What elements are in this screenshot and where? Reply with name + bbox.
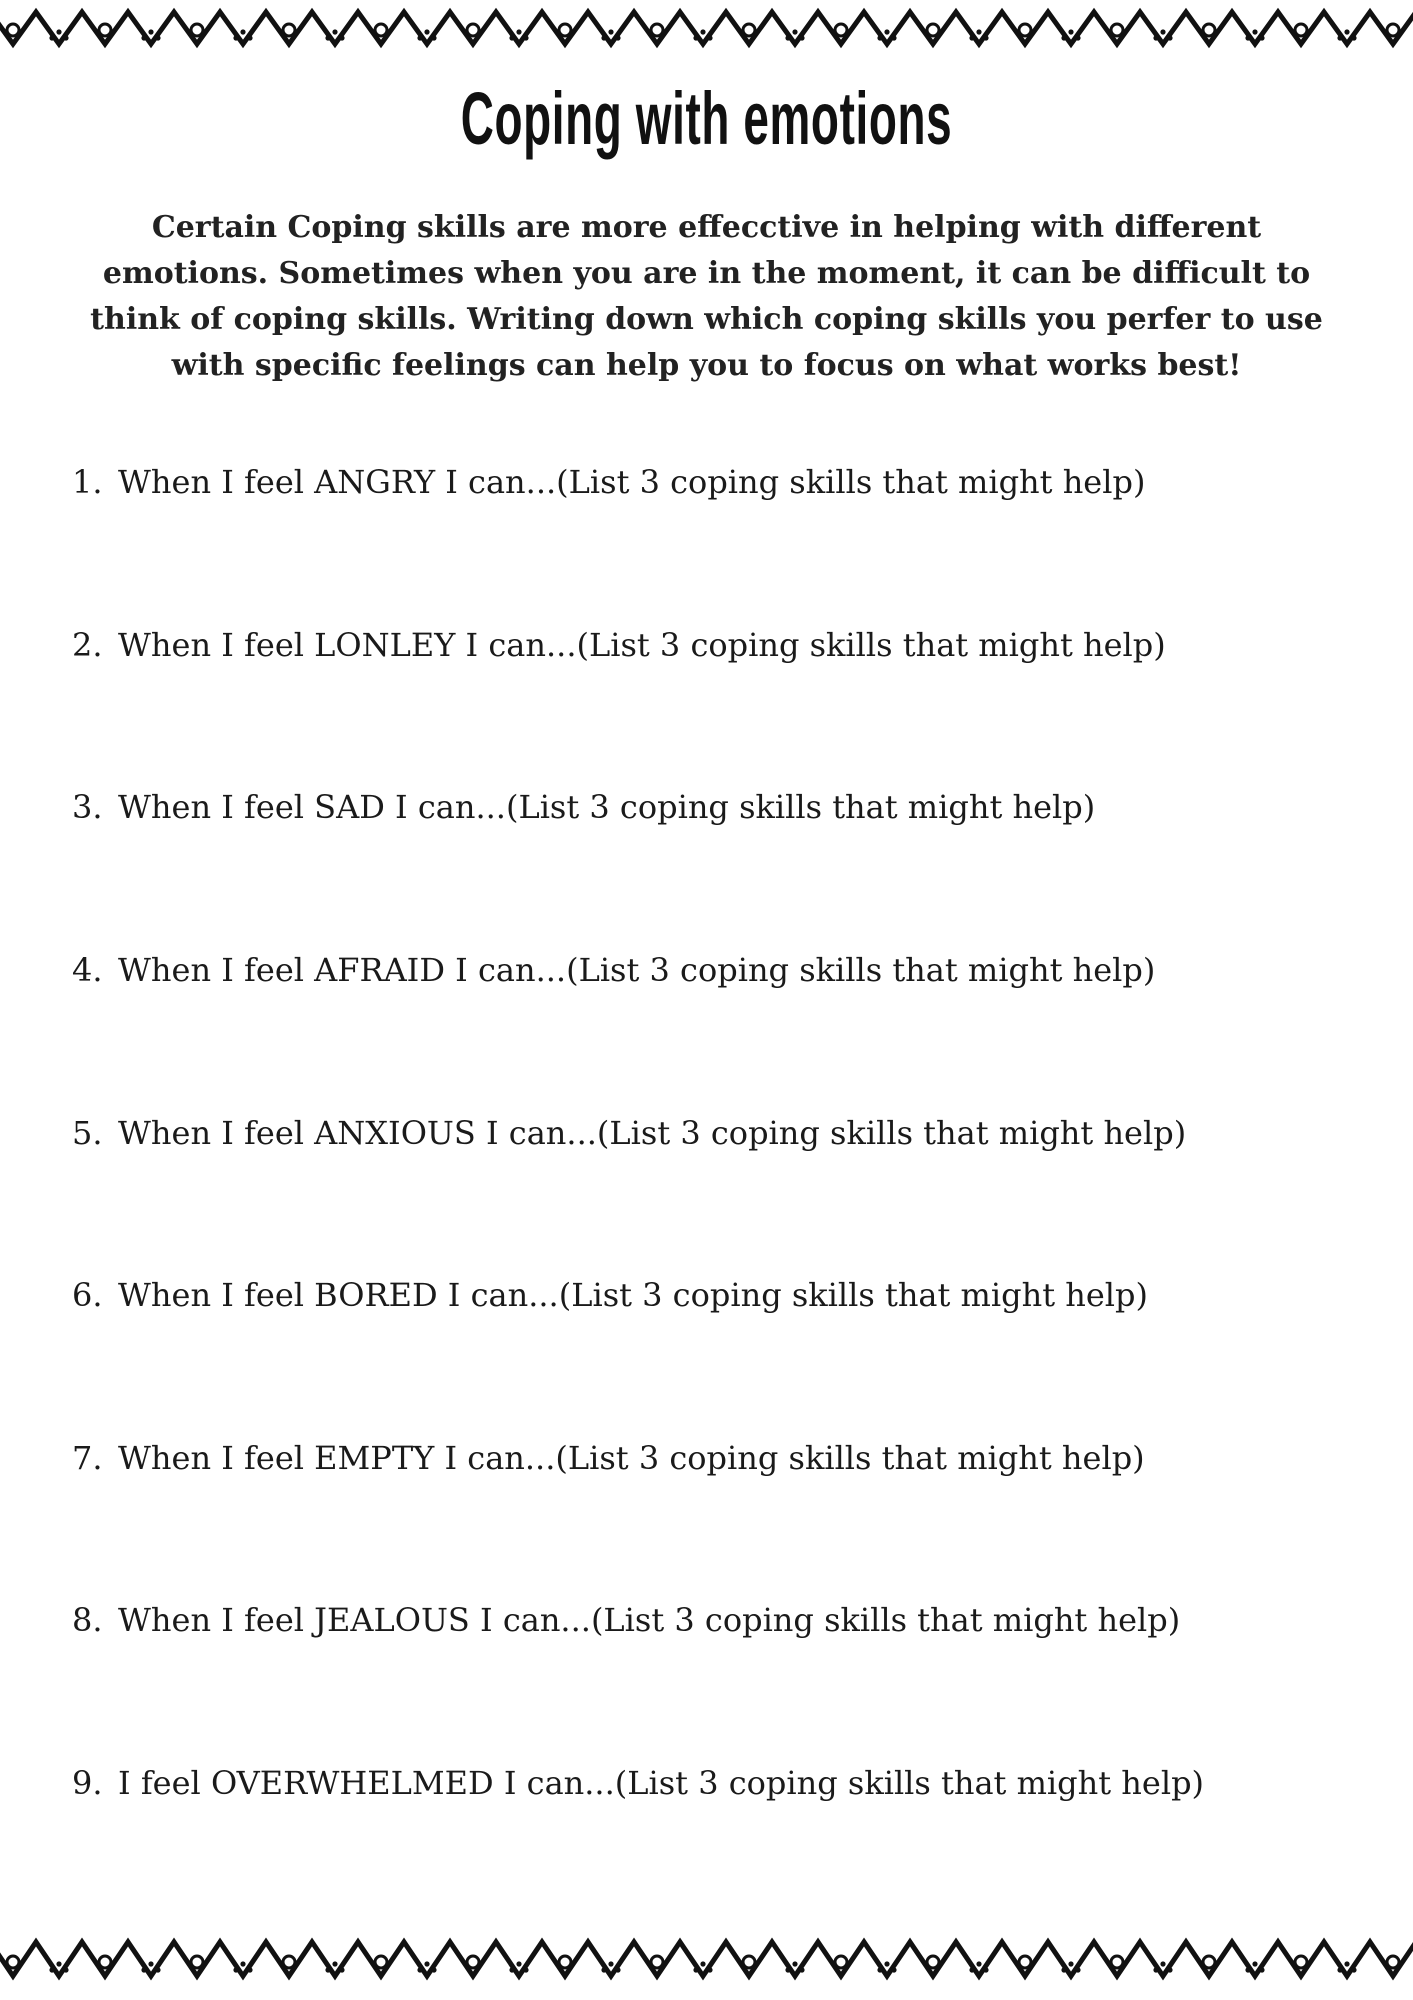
border-dot-ornament <box>707 1967 712 1972</box>
border-dot-ornament <box>1252 29 1257 34</box>
border-dot-ornament <box>891 1967 896 1972</box>
border-dot-ornament <box>1075 35 1080 40</box>
border-dot-ornament <box>325 1967 330 1972</box>
border-dot-ornament <box>1160 1961 1165 1966</box>
border-dot-ornament <box>516 29 521 34</box>
border-dot-ornament <box>1153 35 1158 40</box>
border-dot-ornament <box>891 35 896 40</box>
border-dot-ornament <box>417 1967 422 1972</box>
question-item <box>72 1113 1372 1153</box>
border-dot-ornament <box>615 1967 620 1972</box>
border-dot-ornament <box>601 35 606 40</box>
border-dot-ornament <box>49 35 54 40</box>
border-dot-ornament <box>799 35 804 40</box>
question-number: 9. <box>72 1764 103 1802</box>
question-item <box>72 462 1372 502</box>
border-dot-ornament <box>424 1961 429 1966</box>
border-circle-ornament <box>1111 1956 1123 1968</box>
border-dot-ornament <box>877 35 882 40</box>
question-number: 7. <box>72 1439 103 1477</box>
question-item <box>72 950 1372 990</box>
border-circle-ornament <box>1387 1956 1399 1968</box>
border-dot-ornament <box>1075 1967 1080 1972</box>
border-circle-ornament <box>375 24 387 36</box>
border-dot-ornament <box>523 1967 528 1972</box>
border-dot-ornament <box>601 1967 606 1972</box>
border-dot-ornament <box>523 35 528 40</box>
border-dot-ornament <box>1259 35 1264 40</box>
border-dot-ornament <box>431 1967 436 1972</box>
question-number: 5. <box>72 1114 103 1152</box>
border-dot-ornament <box>417 35 422 40</box>
border-dot-ornament <box>785 1967 790 1972</box>
question-item <box>72 1763 1372 1803</box>
border-dot-ornament <box>707 35 712 40</box>
question-text: When I feel SAD I can...(List 3 coping skills that might help) <box>118 788 1096 826</box>
border-dot-ornament <box>1061 35 1066 40</box>
border-dot-ornament <box>969 1967 974 1972</box>
question-text: When I feel EMPTY I can...(List 3 coping skills that might help) <box>118 1439 1145 1477</box>
border-dot-ornament <box>615 35 620 40</box>
border-dot-ornament <box>240 1961 245 1966</box>
border-dot-ornament <box>431 35 436 40</box>
border-circle-ornament <box>835 1956 847 1968</box>
border-circle-ornament <box>1203 24 1215 36</box>
question-text: I feel OVERWHELMED I can...(List 3 coping skills that might help) <box>118 1764 1205 1802</box>
border-dot-ornament <box>424 29 429 34</box>
border-dot-ornament <box>1160 29 1165 34</box>
question-text: When I feel LONLEY I can...(List 3 coping skills that might help) <box>118 626 1166 664</box>
border-dot-ornament <box>325 35 330 40</box>
question-text: When I feel AFRAID I can...(List 3 coping skills that might help) <box>118 951 1156 989</box>
intro-paragraph: Certain Coping skills are more effecctive in helping with different emotions. Sometimes when you are in the moment, it can be difficult to think of coping skills. Writing down which coping skills you perfer to use with specific feelings can help you to focus on what works best! <box>90 210 1323 383</box>
question-item <box>72 1600 1372 1640</box>
question-text: When I feel ANGRY I can...(List 3 coping skills that might help) <box>118 463 1146 501</box>
border-circle-ornament <box>7 1956 19 1968</box>
question-item <box>72 787 1372 827</box>
border-dot-ornament <box>969 35 974 40</box>
border-dot-ornament <box>1068 29 1073 34</box>
border-circle-ornament <box>927 24 939 36</box>
border-dot-ornament <box>799 1967 804 1972</box>
question-number: 2. <box>72 626 103 664</box>
border-dot-ornament <box>233 35 238 40</box>
border-dot-ornament <box>339 1967 344 1972</box>
border-dot-ornament <box>693 1967 698 1972</box>
border-dot-ornament <box>983 35 988 40</box>
border-dot-ornament <box>1245 35 1250 40</box>
border-circle-ornament <box>743 1956 755 1968</box>
border-dot-ornament <box>1344 1961 1349 1966</box>
border-circle-ornament <box>1111 24 1123 36</box>
question-number: 1. <box>72 463 103 501</box>
border-dot-ornament <box>63 1967 68 1972</box>
border-dot-ornament <box>56 29 61 34</box>
question-number: 3. <box>72 788 103 826</box>
border-dot-ornament <box>1252 1961 1257 1966</box>
border-dot-ornament <box>1351 35 1356 40</box>
border-circle-ornament <box>467 1956 479 1968</box>
bottom-decorative-border <box>0 1928 1413 1998</box>
border-circle-ornament <box>1387 24 1399 36</box>
border-dot-ornament <box>332 29 337 34</box>
border-dot-ornament <box>247 1967 252 1972</box>
border-circle-ornament <box>7 24 19 36</box>
border-dot-ornament <box>976 29 981 34</box>
border-dot-ornament <box>155 1967 160 1972</box>
border-dot-ornament <box>509 35 514 40</box>
question-number: 4. <box>72 951 103 989</box>
border-circle-ornament <box>1019 1956 1031 1968</box>
border-circle-ornament <box>283 24 295 36</box>
border-circle-ornament <box>191 1956 203 1968</box>
border-dot-ornament <box>1061 1967 1066 1972</box>
border-dot-ornament <box>983 1967 988 1972</box>
border-dot-ornament <box>877 1967 882 1972</box>
border-circle-ornament <box>1295 24 1307 36</box>
border-dot-ornament <box>148 29 153 34</box>
border-dot-ornament <box>1344 29 1349 34</box>
border-dot-ornament <box>141 1967 146 1972</box>
border-circle-ornament <box>927 1956 939 1968</box>
border-circle-ornament <box>99 24 111 36</box>
question-number: 6. <box>72 1276 103 1314</box>
border-circle-ornament <box>835 24 847 36</box>
question-text: When I feel ANXIOUS I can...(List 3 coping skills that might help) <box>118 1114 1187 1152</box>
border-circle-ornament <box>559 1956 571 1968</box>
border-circle-ornament <box>651 24 663 36</box>
question-item <box>72 625 1372 665</box>
border-dot-ornament <box>700 29 705 34</box>
border-dot-ornament <box>148 1961 153 1966</box>
border-circle-ornament <box>743 24 755 36</box>
border-circle-ornament <box>1203 1956 1215 1968</box>
border-dot-ornament <box>608 29 613 34</box>
border-circle-ornament <box>651 1956 663 1968</box>
border-dot-ornament <box>247 35 252 40</box>
border-dot-ornament <box>1337 1967 1342 1972</box>
border-dot-ornament <box>1351 1967 1356 1972</box>
border-dot-ornament <box>1167 35 1172 40</box>
border-dot-ornament <box>1259 1967 1264 1972</box>
border-dot-ornament <box>884 1961 889 1966</box>
border-dot-ornament <box>49 1967 54 1972</box>
border-dot-ornament <box>233 1967 238 1972</box>
border-dot-ornament <box>693 35 698 40</box>
border-circle-ornament <box>375 1956 387 1968</box>
border-dot-ornament <box>339 35 344 40</box>
border-dot-ornament <box>63 35 68 40</box>
question-number: 8. <box>72 1601 103 1639</box>
border-dot-ornament <box>516 1961 521 1966</box>
border-dot-ornament <box>1153 1967 1158 1972</box>
border-dot-ornament <box>1068 1961 1073 1966</box>
border-dot-ornament <box>240 29 245 34</box>
border-dot-ornament <box>976 1961 981 1966</box>
border-dot-ornament <box>792 29 797 34</box>
border-dot-ornament <box>56 1961 61 1966</box>
border-circle-ornament <box>191 24 203 36</box>
border-dot-ornament <box>509 1967 514 1972</box>
border-dot-ornament <box>700 1961 705 1966</box>
question-item <box>72 1438 1372 1478</box>
border-dot-ornament <box>1245 1967 1250 1972</box>
border-dot-ornament <box>155 35 160 40</box>
question-item <box>72 1275 1372 1315</box>
top-decorative-border <box>0 0 1413 70</box>
border-circle-ornament <box>1019 24 1031 36</box>
question-text: When I feel BORED I can...(List 3 coping skills that might help) <box>118 1276 1148 1314</box>
border-dot-ornament <box>1337 35 1342 40</box>
border-circle-ornament <box>283 1956 295 1968</box>
border-dot-ornament <box>792 1961 797 1966</box>
border-dot-ornament <box>332 1961 337 1966</box>
border-circle-ornament <box>99 1956 111 1968</box>
border-circle-ornament <box>559 24 571 36</box>
border-dot-ornament <box>608 1961 613 1966</box>
border-circle-ornament <box>1295 1956 1307 1968</box>
border-dot-ornament <box>884 29 889 34</box>
border-dot-ornament <box>785 35 790 40</box>
border-dot-ornament <box>141 35 146 40</box>
border-dot-ornament <box>1167 1967 1172 1972</box>
question-text: When I feel JEALOUS I can...(List 3 coping skills that might help) <box>118 1601 1181 1639</box>
page-title: Coping with emotions <box>460 77 953 160</box>
border-circle-ornament <box>467 24 479 36</box>
